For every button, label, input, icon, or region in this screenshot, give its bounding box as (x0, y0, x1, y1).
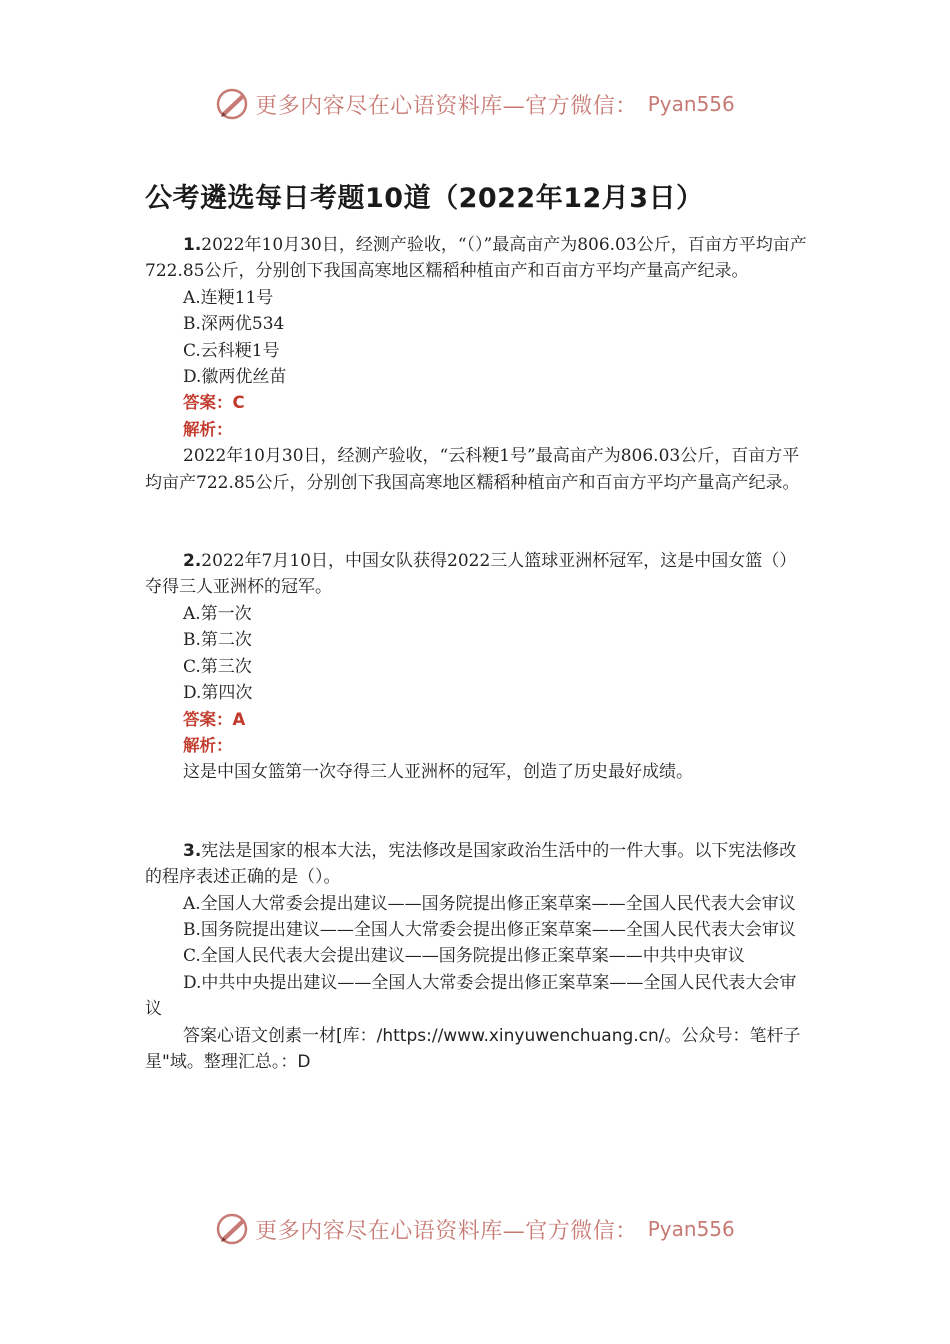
answer-footer-text: 答案心语文创素一材[库：/https://www.xinyuwenchuang.cn/。公众号：笔杆子星"域。整理汇总。：D (145, 1025, 801, 1072)
question-text: 2022年7月10日，中国女队获得2022三人篮球亚洲杯冠军，这是中国女篮（）夺得三人亚洲杯的冠军。 (145, 551, 797, 598)
banner-wechat-id: Pyan556 (647, 1217, 735, 1241)
banner-text: 更多内容尽在心语资料库—官方微信： (255, 93, 638, 119)
answer-label: 答案：A (183, 709, 246, 729)
document-body (145, 232, 808, 1075)
question-number: 1. (183, 235, 202, 255)
question-text: 宪法是国家的根本大法，宪法修改是国家政治生活中的一件大事。以下宪法修改的程序表述正确的是（）。 (145, 840, 797, 888)
pen-logo-icon (215, 86, 251, 122)
question-stem (145, 838, 808, 891)
page-title: 公考遴选每日考题10道（2022年12月3日） (145, 183, 704, 214)
question-number: 3. (183, 840, 202, 861)
spacer (145, 786, 808, 838)
banner-text: 更多内容尽在心语资料库—官方微信： (255, 1218, 638, 1244)
option-d: D.第四次 (183, 683, 253, 704)
spacer (145, 496, 808, 548)
question-3 (145, 838, 808, 1076)
option-c: C.全国人民代表大会提出建议——国务院提出修正案草案——中共中央审议 (183, 946, 745, 967)
analysis-text: 2022年10月30日，经测产验收，“云科粳1号”最高亩产为806.03公斤，百亩方平均亩产722.85公斤，分别创下我国高寒地区糯稻种植亩产和百亩方平均产量高产纪录。 (145, 446, 800, 493)
analysis-label: 解析： (183, 419, 233, 439)
option-d: D.徽两优丝苗 (183, 367, 287, 388)
answer-label: 答案：C (183, 393, 245, 413)
option-c: C.第三次 (183, 656, 252, 677)
question-1 (145, 232, 808, 496)
question-stem (145, 548, 808, 601)
option-a: A.全国人大常委会提出建议——国务院提出修正案草案——全国人民代表大会审议 (183, 893, 796, 914)
option-b: B.第二次 (183, 630, 252, 651)
footer-watermark-banner (0, 1207, 950, 1251)
question-number: 2. (183, 551, 202, 572)
banner-wechat-id: Pyan556 (647, 92, 735, 116)
option-b: B.深两优534 (183, 314, 285, 335)
analysis-text: 这是中国女篮第一次夺得三人亚洲杯的冠军，创造了历史最好成绩。 (183, 762, 693, 783)
analysis-label: 解析： (183, 735, 233, 755)
question-2 (145, 548, 808, 786)
header-watermark-banner (0, 82, 950, 126)
option-b: B.国务院提出建议——全国人大常委会提出修正案草案——全国人民代表大会审议 (183, 919, 796, 940)
pen-logo-icon (215, 1211, 251, 1247)
option-d: D.中共中央提出建议——全国人大常委会提出修正案草案——全国人民代表大会审议 (145, 972, 797, 1020)
question-text: 2022年10月30日，经测产验收，“（）”最高亩产为806.03公斤，百亩方平均亩产722.85公斤，分别创下我国高寒地区糯稻种植亩产和百亩方平均产量高产纪录。 (145, 235, 807, 282)
question-stem (145, 232, 808, 285)
option-c: C.云科粳1号 (183, 340, 280, 361)
option-a: A.第一次 (183, 603, 252, 624)
option-a: A.连粳11号 (183, 287, 274, 308)
